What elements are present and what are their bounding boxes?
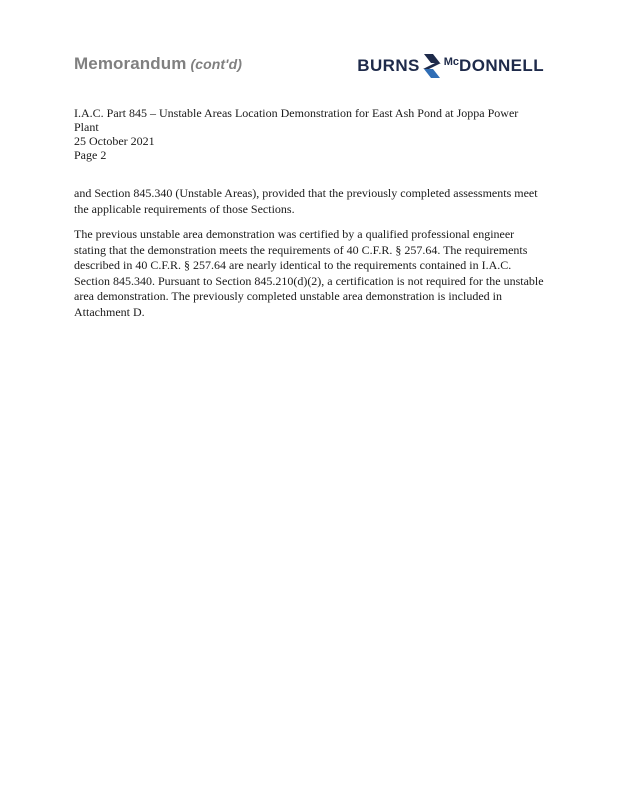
memo-title-text: Memorandum — [74, 54, 187, 73]
memo-date: 25 October 2021 — [74, 134, 155, 148]
memo-body — [74, 186, 548, 330]
memo-title — [74, 54, 242, 74]
memo-reference-block — [74, 106, 529, 162]
logo-mc: Mc — [443, 56, 460, 68]
memo-subject: I.A.C. Part 845 – Unstable Areas Location Demonstration for East Ash Pond at Joppa Power Plant — [74, 106, 519, 134]
logo-right-word: DONNELL — [459, 56, 544, 75]
body-paragraph: The previous unstable area demonstration was certified by a qualified professional engineer stating that the demonstration meets the requirements of 40 C.F.R. § 257.64. The requirements described in 40 C.F.R. § 257.64 are nearly identical to the requirements contained in I.A.C. Section 845.340. Pursuant to Section 845.210(d)(2), a certification is not required for the unstable area demonstration. The previously completed unstable area demonstration is included in Attachment D. — [74, 227, 544, 319]
memo-continued-label: (cont'd) — [190, 56, 243, 72]
logo-ampersand-icon — [421, 52, 443, 80]
body-paragraph: and Section 845.340 (Unstable Areas), provided that the previously completed assessments meet the applicable requirements of those Sections. — [74, 186, 538, 216]
logo-left-word: BURNS — [357, 56, 420, 75]
company-logo — [357, 52, 544, 80]
memo-header — [74, 52, 544, 86]
page-number: Page 2 — [74, 148, 107, 162]
